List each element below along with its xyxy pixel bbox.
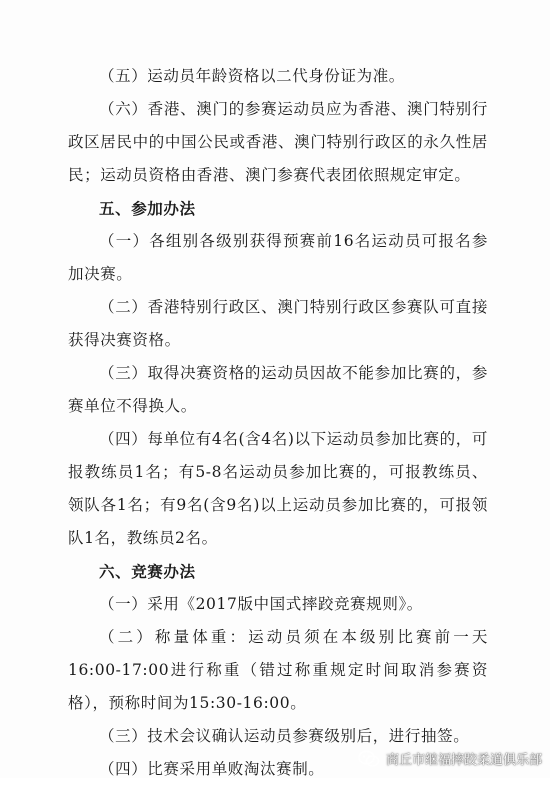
section-heading-competition: 六、竞赛办法 [99,562,196,581]
clause-coach-quota: （四）每单位有4名(含4名)以下运动员参加比赛的，可报教练员1名；有5-8名运动员参加比赛的，可报教练员、领队各1名；有9名(含9名)以上运动员参加比赛的，可报领队1名，教练员2名。 [68,430,488,547]
clause-draw: （三）技术会议确认运动员参赛级别后，进行抽签。 [99,727,470,745]
clause-top16-finals: （一）各组别各级别获得预赛前16名运动员可报名参加决赛。 [68,232,488,283]
clause-age-qualification: （五）运动员年龄资格以二代身份证为准。 [99,67,405,85]
document-body [68,60,488,786]
clause-rules: （一）采用《2017版中国式摔跤竞赛规则》。 [99,595,423,613]
clause-hk-macau-athletes: （六）香港、澳门的参赛运动员应为香港、澳门特别行政区居民中的中国公民或香港、澳门特别行政区的永久性居民；运动员资格由香港、澳门参赛代表团依照规定审定。 [68,100,488,184]
section-heading-participation: 五、参加办法 [99,199,196,218]
clause-elimination: （四）比赛采用单败淘汰赛制。 [99,760,325,778]
wechat-icon [358,750,380,768]
clause-no-substitution: （三）取得决赛资格的运动员因故不能参加比赛的，参赛单位不得换人。 [68,364,488,415]
clause-weigh-in: （二）称量体重：运动员须在本级别比赛前一天16:00-17:00进行称重（错过称重规定时间取消参赛资格），预称时间为15:30-16:00。 [68,628,488,712]
watermark-text: 商丘市继福摔跤柔道俱乐部 [385,753,542,768]
watermark [358,749,542,768]
clause-hk-macau-direct-entry: （二）香港特别行政区、澳门特别行政区参赛队可直接获得决赛资格。 [68,298,488,349]
